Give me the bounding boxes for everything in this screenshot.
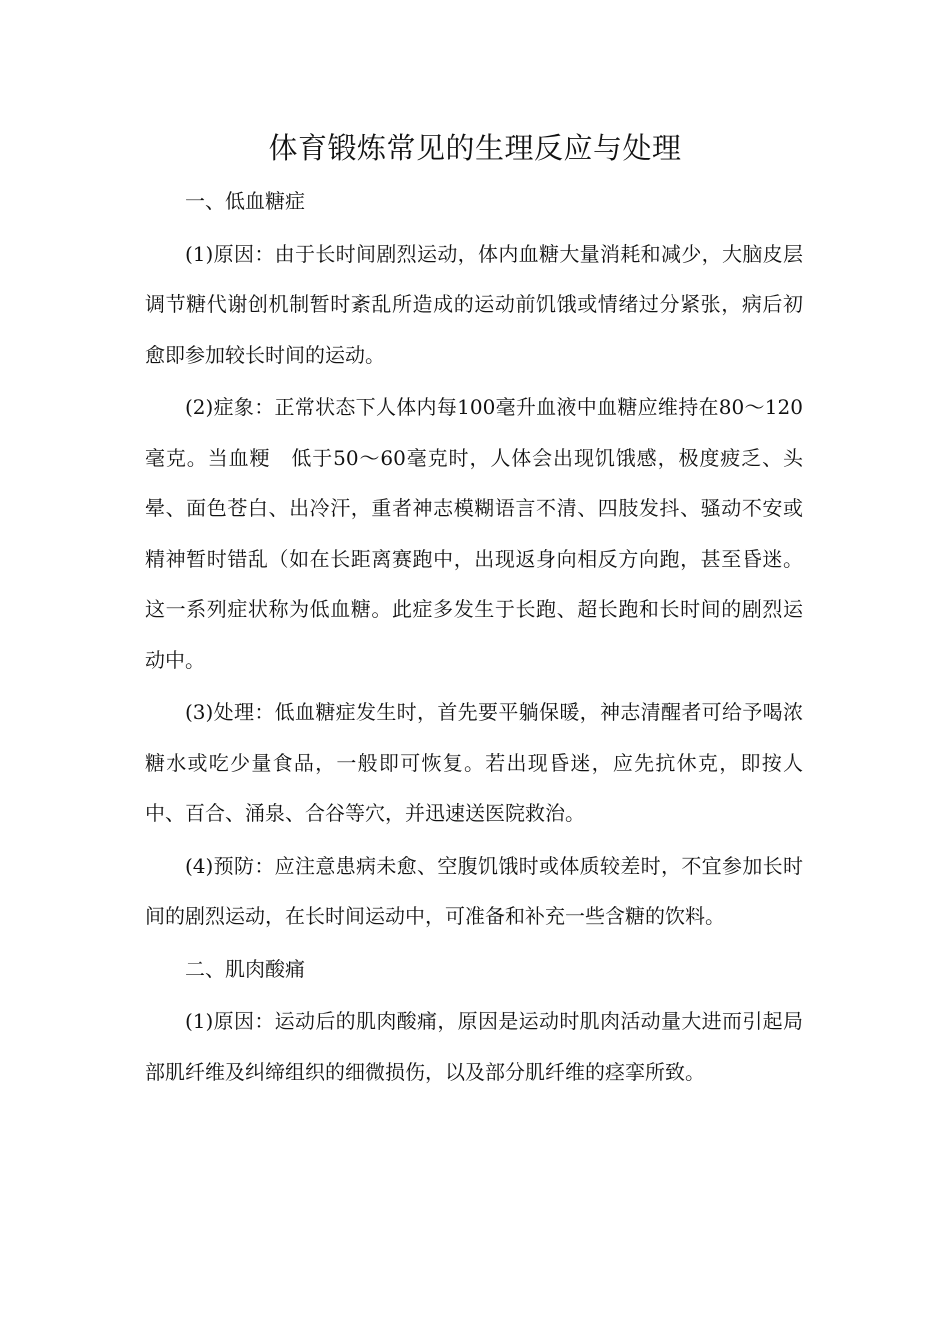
paragraph-treatment: (3)处理：低血糖症发生时，首先要平躺保暖，神志清醒者可给予喝浓糖水或吃少量食品，一般即可恢复。若出现昏迷，应先抗休克，即按人中、百合、涌泉、合谷等穴，并迅速送医院救治。 xyxy=(145,700,803,825)
paragraph-cause: (1)原因：由于长时间剧烈运动，体内血糖大量消耗和减少，大脑皮层调节糖代谢创机制暂时紊乱所造成的运动前饥饿或情绪过分紧张，病后初愈即参加较长时间的运动。 xyxy=(145,241,803,367)
section-heading: 一、低血糖症 xyxy=(185,189,305,213)
paragraph-cause: (1)原因：运动后的肌肉酸痛，原因是运动时肌肉活动量大进而引起局部肌纤维及纠缔组织的细微损伤，以及部分肌纤维的痉挛所致。 xyxy=(145,1009,803,1084)
section-heading: 二、肌肉酸痛 xyxy=(185,956,305,981)
paragraph-prevention: (4)预防：应注意患病未愈、空腹饥饿时或体质较差时，不宜参加长时间的剧烈运动，在长时间运动中，可准备和补充一些含糖的饮料。 xyxy=(145,853,803,928)
section-muscle-soreness xyxy=(145,944,803,1098)
document-body xyxy=(145,176,803,1099)
section-low-blood-sugar xyxy=(145,176,803,942)
document-title: 体育锻炼常见的生理反应与处理 xyxy=(268,131,682,165)
paragraph-symptoms: (2)症象：正常状态下人体内每100毫升血液中血糖应维持在80～120毫克。当血粳 低于50～60毫克时，人体会出现饥饿感，极度疲乏、头晕、面色苍白、出冷汗，重者神志模糊语言不清、四肢发抖、骚动不安或精神暂时错乱（如在长距离赛跑中，出现返身向相反方向跑，甚至昏迷。这一系列症状称为低血糖。此症多发生于长跑、超长跑和长时间的剧烈运动中。 xyxy=(145,395,803,672)
